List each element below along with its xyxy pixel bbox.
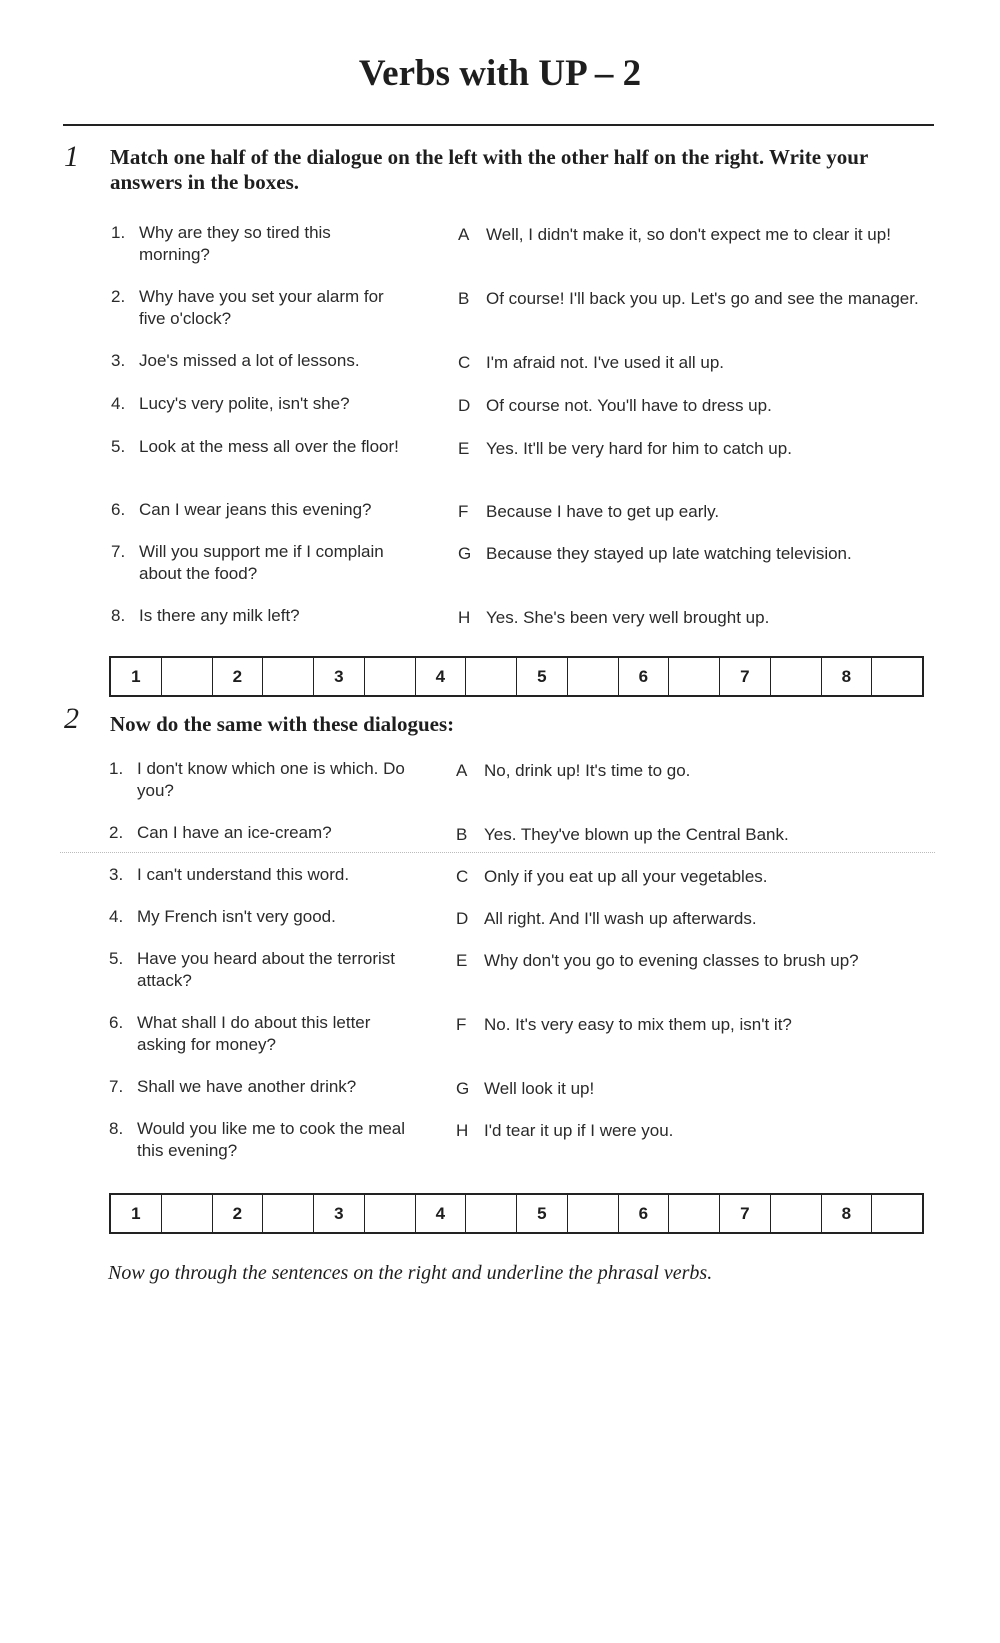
answer-box-input[interactable] xyxy=(162,1195,213,1232)
item-text: No, drink up! It's time to go. xyxy=(484,761,691,780)
answer-box-input[interactable] xyxy=(669,1195,720,1232)
item-number: 3. xyxy=(111,351,126,370)
answer-box-number: 3 xyxy=(314,1195,365,1232)
item-text: Yes. They've blown up the Central Bank. xyxy=(484,825,789,844)
answer-box-input[interactable] xyxy=(872,658,922,695)
answer-box-number: 2 xyxy=(213,658,264,695)
answer-box-number: 8 xyxy=(822,658,873,695)
item-text: I don't know which one is which. Do you? xyxy=(137,759,405,800)
answer-box-input[interactable] xyxy=(872,1195,922,1232)
item-text: Why don't you go to evening classes to brush up? xyxy=(484,951,859,970)
item-number: 1. xyxy=(109,759,124,778)
item-text: Can I have an ice-cream? xyxy=(137,823,332,842)
answer-box-input[interactable] xyxy=(466,658,517,695)
section2-instruction: Now do the same with these dialogues: xyxy=(110,712,455,736)
answer-box-number: 2 xyxy=(213,1195,264,1232)
item-letter: H xyxy=(456,1121,469,1140)
section1-number: 1 xyxy=(64,140,79,173)
item-text: My French isn't very good. xyxy=(137,907,336,926)
answer-box-input[interactable] xyxy=(162,658,213,695)
item-text: I can't understand this word. xyxy=(137,865,350,884)
item-letter: C xyxy=(458,353,471,372)
item-letter: A xyxy=(456,761,468,780)
section2-answer-boxes xyxy=(109,1193,924,1234)
item-number: 6. xyxy=(109,1013,124,1032)
item-letter: B xyxy=(458,289,470,308)
item-text: Joe's missed a lot of lessons. xyxy=(139,351,360,370)
item-number: 6. xyxy=(111,500,126,519)
item-text: Can I wear jeans this evening? xyxy=(139,500,372,519)
item-number: 4. xyxy=(111,394,126,413)
item-text: Of course not. You'll have to dress up. xyxy=(486,396,772,415)
answer-box-input[interactable] xyxy=(263,1195,314,1232)
item-text: What shall I do about this letter asking for money? xyxy=(137,1013,371,1054)
item-number: 1. xyxy=(111,223,126,242)
item-number: 4. xyxy=(109,907,124,926)
answer-box-input[interactable] xyxy=(466,1195,517,1232)
answer-box-input[interactable] xyxy=(771,658,822,695)
item-text: I'd tear it up if I were you. xyxy=(484,1121,674,1140)
item-text: Will you support me if I complain about the food? xyxy=(139,542,384,583)
item-text: Why have you set your alarm for five o'clock? xyxy=(139,287,384,328)
item-text: Well, I didn't make it, so don't expect me to clear it up! xyxy=(486,225,891,244)
item-text: Would you like me to cook the meal this evening? xyxy=(137,1119,406,1160)
item-letter: D xyxy=(458,396,471,415)
answer-box-number: 7 xyxy=(720,658,771,695)
item-letter: H xyxy=(458,608,471,627)
item-number: 2. xyxy=(109,823,124,842)
item-text: Of course! I'll back you up. Let's go and see the manager. xyxy=(486,289,919,308)
section1-instruction: Match one half of the dialogue on the left with the other half on the right. Write your answers in the boxes. xyxy=(110,145,868,194)
answer-box-number: 6 xyxy=(619,1195,670,1232)
item-letter: C xyxy=(456,867,469,886)
section2-number: 2 xyxy=(64,702,79,735)
item-letter: F xyxy=(456,1015,467,1034)
answer-box-input[interactable] xyxy=(568,658,619,695)
item-number: 7. xyxy=(109,1077,124,1096)
answer-box-number: 4 xyxy=(416,1195,467,1232)
scan-dotted-line xyxy=(60,852,935,853)
item-number: 2. xyxy=(111,287,126,306)
item-text: Is there any milk left? xyxy=(139,606,300,625)
item-text: Well look it up! xyxy=(484,1079,595,1098)
item-letter: E xyxy=(456,951,468,970)
answer-box-input[interactable] xyxy=(263,658,314,695)
item-letter: G xyxy=(458,544,472,563)
item-number: 3. xyxy=(109,865,124,884)
item-text: Because I have to get up early. xyxy=(486,502,720,521)
item-letter: G xyxy=(456,1079,470,1098)
answer-box-input[interactable] xyxy=(568,1195,619,1232)
answer-box-input[interactable] xyxy=(365,1195,416,1232)
answer-box-number: 4 xyxy=(416,658,467,695)
item-letter: D xyxy=(456,909,469,928)
item-number: 7. xyxy=(111,542,126,561)
item-letter: B xyxy=(456,825,468,844)
item-text: Because they stayed up late watching television. xyxy=(486,544,852,563)
item-letter: A xyxy=(458,225,470,244)
footer-instruction: Now go through the sentences on the right and underline the phrasal verbs. xyxy=(108,1262,713,1284)
answer-box-number: 1 xyxy=(111,1195,162,1232)
answer-box-number: 7 xyxy=(720,1195,771,1232)
section1-answer-boxes xyxy=(109,656,924,697)
item-letter: E xyxy=(458,439,470,458)
answer-box-number: 6 xyxy=(619,658,670,695)
item-text: Why are they so tired this morning? xyxy=(139,223,331,264)
answer-box-number: 5 xyxy=(517,658,568,695)
item-text: Look at the mess all over the floor! xyxy=(139,437,399,456)
item-number: 5. xyxy=(111,437,126,456)
answer-box-input[interactable] xyxy=(669,658,720,695)
item-text: Have you heard about the terrorist attack? xyxy=(137,949,395,990)
item-text: Only if you eat up all your vegetables. xyxy=(484,867,768,886)
item-letter: F xyxy=(458,502,469,521)
item-number: 5. xyxy=(109,949,124,968)
item-text: No. It's very easy to mix them up, isn't it? xyxy=(484,1015,792,1034)
item-text: Lucy's very polite, isn't she? xyxy=(139,394,350,413)
item-number: 8. xyxy=(109,1119,124,1138)
answer-box-number: 5 xyxy=(517,1195,568,1232)
title-divider xyxy=(63,124,934,126)
item-text: Yes. She's been very well brought up. xyxy=(486,608,770,627)
answer-box-input[interactable] xyxy=(365,658,416,695)
item-text: Yes. It'll be very hard for him to catch up. xyxy=(486,439,792,458)
answer-box-input[interactable] xyxy=(771,1195,822,1232)
answer-box-number: 1 xyxy=(111,658,162,695)
page-title: Verbs with UP – 2 xyxy=(358,53,642,94)
answer-box-number: 8 xyxy=(822,1195,873,1232)
item-text: Shall we have another drink? xyxy=(137,1077,357,1096)
item-number: 8. xyxy=(111,606,126,625)
answer-box-number: 3 xyxy=(314,658,365,695)
item-text: All right. And I'll wash up afterwards. xyxy=(484,909,757,928)
item-text: I'm afraid not. I've used it all up. xyxy=(486,353,724,372)
